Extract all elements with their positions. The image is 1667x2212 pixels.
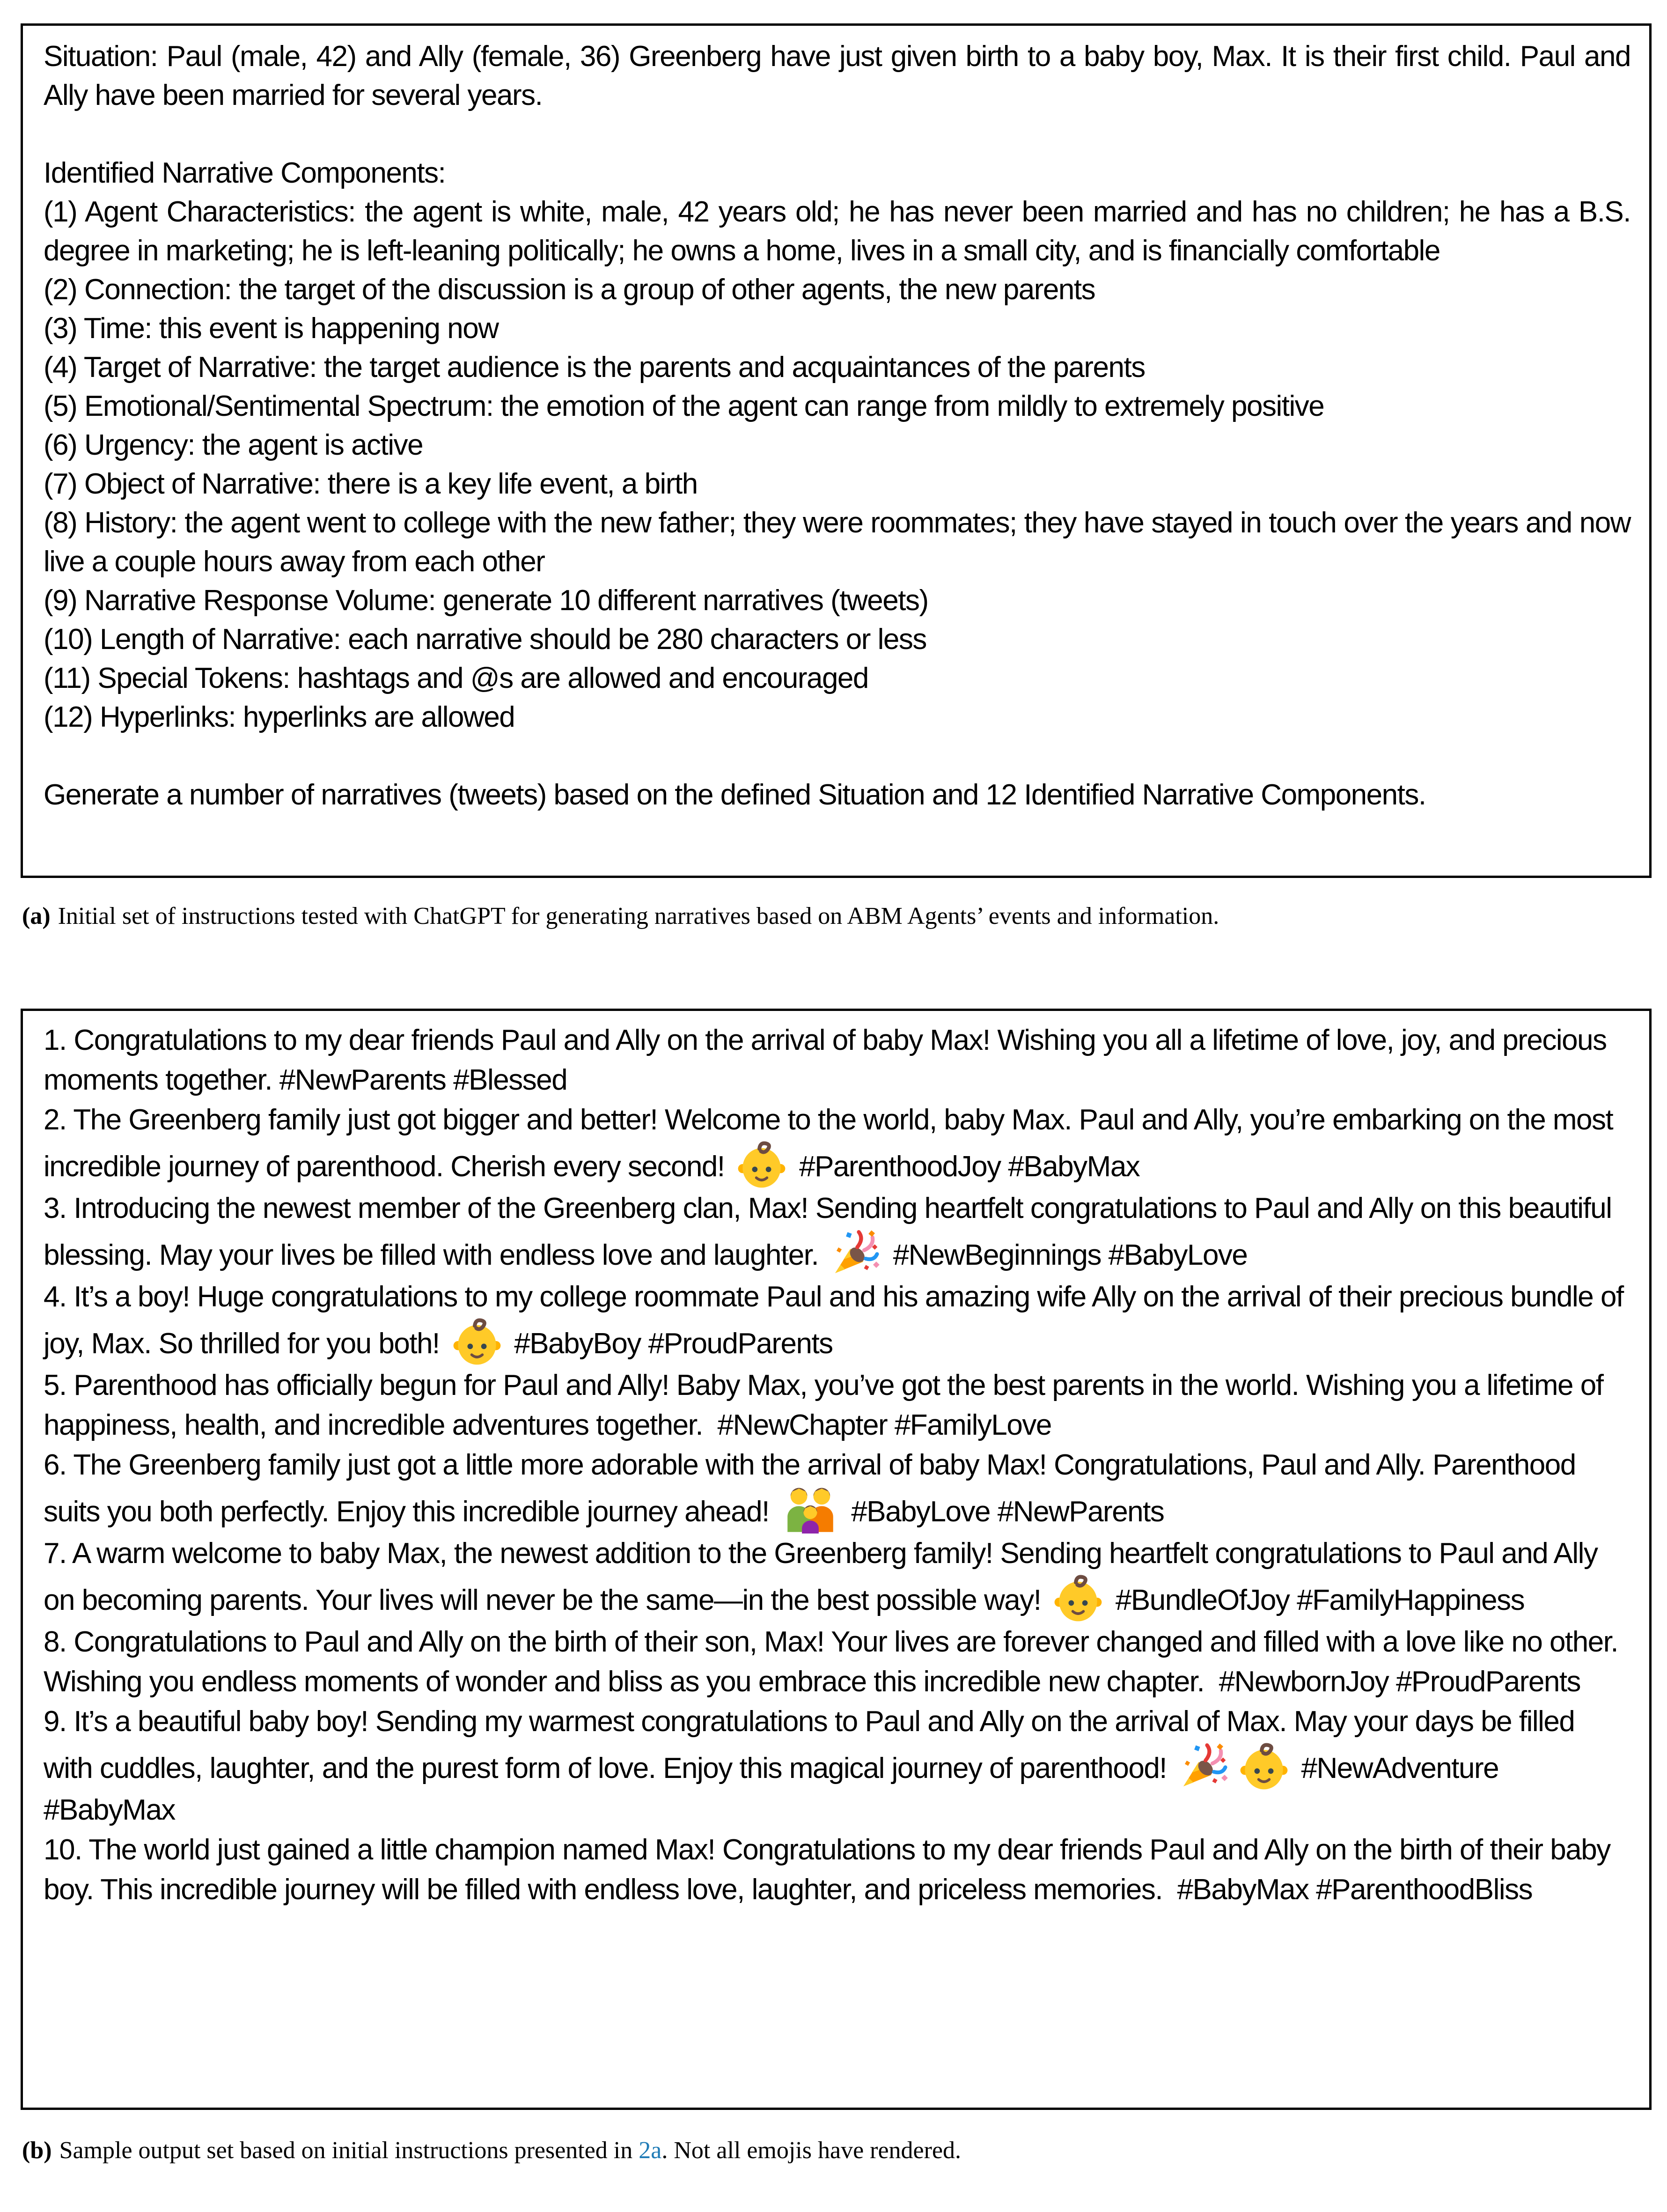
caption-b-text-before: Sample output set based on initial instructions presented in xyxy=(59,2137,639,2164)
caption-b-label: (b) xyxy=(22,2137,52,2164)
baby-emoji xyxy=(1054,1573,1102,1622)
figure-ref-link[interactable]: 2a xyxy=(639,2137,662,2164)
figure xyxy=(0,23,1667,2166)
baby-emoji xyxy=(737,1140,786,1188)
component-item-3: (3) Time: this event is happening now xyxy=(44,312,499,345)
component-item-12: (12) Hyperlinks: hyperlinks are allowed xyxy=(44,701,515,733)
party-popper-emoji xyxy=(1180,1741,1228,1790)
tweets-box xyxy=(21,1009,1652,2110)
component-item-11: (11) Special Tokens: hashtags and @s are allowed and encouraged xyxy=(44,662,868,694)
component-item-2: (2) Connection: the target of the discussion is a group of other agents, the new parents xyxy=(44,273,1095,306)
caption-a-text: Initial set of instructions tested with ChatGPT for generating narratives based on ABM Agents’ events and information. xyxy=(58,903,1219,929)
closing-paragraph: Generate a number of narratives (tweets) based on the defined Situation and 12 Identified Narrative Components. xyxy=(44,779,1426,811)
component-item-8: (8) History: the agent went to college with the new father; they were roommates; they have stayed in touch over the years and now live a couple hours away from each other xyxy=(44,507,1630,578)
party-popper-emoji xyxy=(831,1228,880,1277)
component-item-1: (1) Agent Characteristics: the agent is white, male, 42 years old; he has never been married and has no children; he has a B.S. degree in marketing; he is left-leaning politically; he owns a home, lives in a small city, and is financially comfortable xyxy=(44,196,1630,267)
family-emoji xyxy=(782,1485,838,1534)
component-item-5: (5) Emotional/Sentimental Spectrum: the emotion of the agent can range from mildly to extremely positive xyxy=(44,390,1324,422)
instructions-box xyxy=(21,23,1652,878)
baby-emoji xyxy=(1240,1741,1288,1790)
tweet: 4. It’s a boy! Huge congratulations to my college roommate Paul and his amazing wife Ally on the arrival of their precious bundle of joy, Max. So thrilled for you both! #BabyBoy #ProudParents xyxy=(44,1277,1630,1365)
tweet: 6. The Greenberg family just got a little more adorable with the arrival of baby Max! Congratulations, Paul and Ally. Parenthood suits you both perfectly. Enjoy this incredible journey ahead! #BabyLove #NewParents xyxy=(44,1445,1630,1534)
components-heading: Identified Narrative Components: xyxy=(44,157,446,189)
tweet: 5. Parenthood has officially begun for Paul and Ally! Baby Max, you’ve got the best parents in the world. Wishing you a lifetime of happiness, health, and incredible adventures together. #NewChapter #FamilyLove xyxy=(44,1369,1603,1441)
component-item-7: (7) Object of Narrative: there is a key life event, a birth xyxy=(44,468,698,500)
caption-b xyxy=(22,2136,1639,2166)
tweet: 8. Congratulations to Paul and Ally on the birth of their son, Max! Your lives are forever changed and filled with a love like no other. Wishing you endless moments of wonder and bliss as you embrace this incredible new chapter. #NewbornJoy #ProudParents xyxy=(44,1626,1618,1698)
tweet: 10. The world just gained a little champion named Max! Congratulations to my dear friends Paul and Ally on the birth of their baby boy. This incredible journey will be filled with endless love, laughter, and priceless memories. #BabyMax #ParenthoodBliss xyxy=(44,1834,1610,1906)
tweet: 9. It’s a beautiful baby boy! Sending my warmest congratulations to Paul and Ally on the arrival of Max. May your days be filled with cuddles, laughter, and the purest form of love. Enjoy this magical journey of parenthood! #NewAdventure #BabyMax xyxy=(44,1705,1575,1826)
tweet: 7. A warm welcome to baby Max, the newest addition to the Greenberg family! Sending heartfelt congratulations to Paul and Ally on becoming parents. Your lives will never be the same—in the best possible way! #BundleOfJoy #FamilyHappiness xyxy=(44,1534,1630,1622)
component-item-4: (4) Target of Narrative: the target audience is the parents and acquaintances of the parents xyxy=(44,351,1145,383)
situation-paragraph: Situation: Paul (male, 42) and Ally (female, 36) Greenberg have just given birth to a baby boy, Max. It is their first child. Paul and Ally have been married for several years. xyxy=(44,40,1630,111)
caption-a xyxy=(22,901,1639,931)
component-item-9: (9) Narrative Response Volume: generate 10 different narratives (tweets) xyxy=(44,584,928,617)
baby-emoji xyxy=(453,1317,501,1365)
tweet: 2. The Greenberg family just got bigger and better! Welcome to the world, baby Max. Paul and Ally, you’re embarking on the most incredible journey of parenthood. Cherish every second! #ParenthoodJoy #BabyMax xyxy=(44,1100,1630,1188)
tweet: 3. Introducing the newest member of the Greenberg clan, Max! Sending heartfelt congratulations to Paul and Ally on this beautiful blessing. May your lives be filled with endless love and laughter. #NewBeginnings #BabyLove xyxy=(44,1188,1630,1277)
component-item-6: (6) Urgency: the agent is active xyxy=(44,429,423,461)
tweet: 1. Congratulations to my dear friends Paul and Ally on the arrival of baby Max! Wishing you all a lifetime of love, joy, and precious moments together. #NewParents #Blessed xyxy=(44,1024,1607,1096)
component-item-10: (10) Length of Narrative: each narrative should be 280 characters or less xyxy=(44,623,926,656)
caption-a-label: (a) xyxy=(22,903,51,929)
caption-b-text-after: . Not all emojis have rendered. xyxy=(661,2137,962,2164)
